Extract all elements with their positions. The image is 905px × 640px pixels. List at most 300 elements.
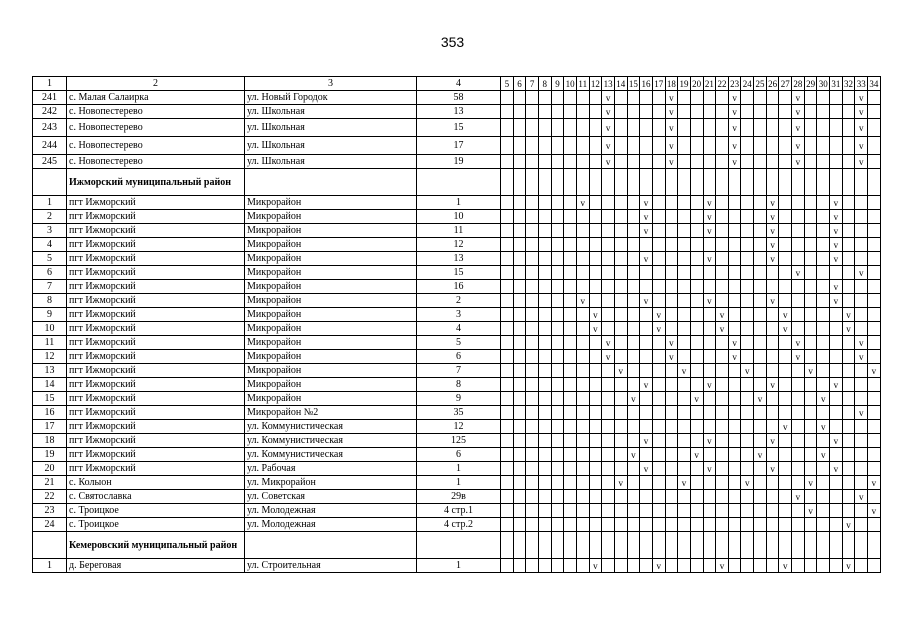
- mark-cell: [614, 518, 627, 532]
- mark-cell: [754, 406, 767, 420]
- check-mark: v: [754, 448, 767, 462]
- mark-cell: [817, 378, 830, 392]
- mark-cell: [538, 210, 551, 224]
- mark-cell: [804, 119, 817, 137]
- mark-cell: [855, 448, 868, 462]
- mark-cell: [665, 266, 678, 280]
- row-number-cell: [33, 169, 67, 196]
- mark-cell: [652, 406, 665, 420]
- mark-cell: [614, 169, 627, 196]
- settlement-cell: пгт Ижморский: [67, 462, 245, 476]
- mark-cell: [513, 105, 526, 119]
- mark-cell: [640, 392, 653, 406]
- mark-cell: [501, 155, 514, 169]
- mark-cell: [576, 406, 589, 420]
- mark-cell: [501, 434, 514, 448]
- mark-cell: [703, 169, 716, 196]
- mark-cell: [576, 105, 589, 119]
- mark-cell: [602, 196, 615, 210]
- mark-cell: [640, 119, 653, 137]
- mark-cell: [766, 105, 779, 119]
- settlement-cell: пгт Ижморский: [67, 448, 245, 462]
- mark-cell: [678, 210, 691, 224]
- mark-cell: [716, 406, 729, 420]
- settlement-cell: пгт Ижморский: [67, 378, 245, 392]
- check-mark: v: [855, 119, 868, 137]
- row-number-cell: 245: [33, 155, 67, 169]
- mark-cell: [564, 119, 577, 137]
- settlement-cell: с. Троицкое: [67, 518, 245, 532]
- header-cell-5: 5: [501, 77, 514, 91]
- mark-cell: [576, 532, 589, 559]
- mark-cell: [652, 238, 665, 252]
- mark-cell: [842, 196, 855, 210]
- house-cell: 3: [417, 308, 501, 322]
- mark-cell: [830, 559, 843, 573]
- check-mark: v: [640, 210, 653, 224]
- mark-cell: [576, 434, 589, 448]
- mark-cell: [741, 119, 754, 137]
- mark-cell: [754, 532, 767, 559]
- mark-cell: [614, 196, 627, 210]
- check-mark: v: [842, 322, 855, 336]
- check-mark: v: [766, 252, 779, 266]
- mark-cell: [716, 336, 729, 350]
- mark-cell: [766, 322, 779, 336]
- mark-cell: [576, 559, 589, 573]
- mark-cell: [716, 434, 729, 448]
- header-cell-26: 26: [768, 78, 778, 89]
- house-cell: 17: [417, 137, 501, 155]
- mark-cell: [614, 91, 627, 105]
- house-cell: 13: [417, 105, 501, 119]
- mark-cell: [690, 364, 703, 378]
- row-number-cell: 243: [33, 119, 67, 137]
- mark-cell: [640, 364, 653, 378]
- mark-cell: [779, 210, 792, 224]
- mark-cell: [501, 364, 514, 378]
- row-number-cell: 5: [33, 252, 67, 266]
- mark-cell: [716, 364, 729, 378]
- mark-cell: [627, 155, 640, 169]
- check-mark: v: [855, 105, 868, 119]
- header-cell-2: 2: [67, 77, 245, 91]
- check-mark: v: [678, 476, 691, 490]
- mark-cell: [830, 504, 843, 518]
- settlement-cell: д. Береговая: [67, 559, 245, 573]
- mark-cell: [855, 210, 868, 224]
- mark-cell: [576, 308, 589, 322]
- mark-cell: [830, 137, 843, 155]
- mark-cell: [551, 490, 564, 504]
- check-mark: v: [842, 559, 855, 573]
- mark-cell: [855, 364, 868, 378]
- settlement-cell: пгт Ижморский: [67, 322, 245, 336]
- mark-cell: [754, 462, 767, 476]
- mark-cell: [602, 504, 615, 518]
- mark-cell: [551, 210, 564, 224]
- row-number-cell: 3: [33, 224, 67, 238]
- mark-cell: [665, 322, 678, 336]
- mark-cell: [741, 434, 754, 448]
- row-number-cell: 24: [33, 518, 67, 532]
- mark-cell: [855, 280, 868, 294]
- check-mark: v: [766, 196, 779, 210]
- house-cell: 15: [417, 266, 501, 280]
- table-row: [33, 238, 881, 252]
- mark-cell: [614, 532, 627, 559]
- mark-cell: [804, 518, 817, 532]
- check-mark: v: [690, 392, 703, 406]
- mark-cell: [551, 350, 564, 364]
- mark-cell: [526, 518, 539, 532]
- street-cell: Микрорайон: [245, 210, 417, 224]
- check-mark: v: [652, 322, 665, 336]
- mark-cell: [855, 504, 868, 518]
- mark-cell: [830, 476, 843, 490]
- mark-cell: [501, 196, 514, 210]
- mark-cell: [602, 322, 615, 336]
- mark-cell: [703, 336, 716, 350]
- mark-cell: [501, 336, 514, 350]
- mark-cell: [627, 196, 640, 210]
- row-number-cell: 6: [33, 266, 67, 280]
- mark-cell: [804, 532, 817, 559]
- mark-cell: [627, 420, 640, 434]
- house-cell: 4 стр.1: [417, 504, 501, 518]
- mark-cell: [842, 91, 855, 105]
- mark-cell: [855, 392, 868, 406]
- mark-cell: [627, 406, 640, 420]
- mark-cell: [792, 392, 805, 406]
- mark-cell: [538, 105, 551, 119]
- mark-cell: [602, 518, 615, 532]
- mark-cell: [792, 196, 805, 210]
- street-cell: Микрорайон: [245, 238, 417, 252]
- mark-cell: [614, 322, 627, 336]
- section-title: Кемеровский муниципальный район: [67, 532, 245, 559]
- mark-cell: [741, 336, 754, 350]
- check-mark: v: [830, 462, 843, 476]
- mark-cell: [652, 532, 665, 559]
- mark-cell: [754, 119, 767, 137]
- mark-cell: [627, 308, 640, 322]
- row-number-cell: 1: [33, 559, 67, 573]
- mark-cell: [678, 420, 691, 434]
- mark-cell: [640, 169, 653, 196]
- check-mark: v: [652, 308, 665, 322]
- mark-cell: [678, 406, 691, 420]
- mark-cell: [538, 169, 551, 196]
- mark-cell: [513, 119, 526, 137]
- mark-cell: [576, 350, 589, 364]
- mark-cell: [513, 462, 526, 476]
- mark-cell: [716, 119, 729, 137]
- mark-cell: [640, 448, 653, 462]
- mark-cell: [792, 434, 805, 448]
- mark-cell: [792, 224, 805, 238]
- settlement-cell: пгт Ижморский: [67, 392, 245, 406]
- mark-cell: [766, 518, 779, 532]
- mark-cell: [842, 252, 855, 266]
- check-mark: v: [602, 350, 615, 364]
- mark-cell: [576, 238, 589, 252]
- mark-cell: [690, 406, 703, 420]
- mark-cell: [804, 294, 817, 308]
- mark-cell: [627, 434, 640, 448]
- mark-cell: [766, 448, 779, 462]
- mark-cell: [678, 462, 691, 476]
- settlement-cell: пгт Ижморский: [67, 280, 245, 294]
- street-cell: Микрорайон: [245, 252, 417, 266]
- settlement-cell: с. Новопестерево: [67, 105, 245, 119]
- mark-cell: [842, 224, 855, 238]
- check-mark: v: [766, 434, 779, 448]
- mark-cell: [564, 406, 577, 420]
- mark-cell: [868, 434, 881, 448]
- house-cell: 35: [417, 406, 501, 420]
- mark-cell: [513, 518, 526, 532]
- mark-cell: [640, 280, 653, 294]
- mark-cell: [804, 238, 817, 252]
- mark-cell: [741, 252, 754, 266]
- house-cell: 6: [417, 448, 501, 462]
- mark-cell: [513, 294, 526, 308]
- mark-cell: [665, 462, 678, 476]
- mark-cell: [690, 476, 703, 490]
- mark-cell: [526, 238, 539, 252]
- check-mark: v: [716, 559, 729, 573]
- mark-cell: [703, 559, 716, 573]
- mark-cell: [501, 224, 514, 238]
- check-mark: v: [665, 91, 678, 105]
- check-mark: v: [766, 378, 779, 392]
- mark-cell: [868, 252, 881, 266]
- check-mark: v: [855, 266, 868, 280]
- mark-cell: [551, 266, 564, 280]
- mark-cell: [551, 364, 564, 378]
- mark-cell: [830, 406, 843, 420]
- mark-cell: [754, 196, 767, 210]
- check-mark: v: [703, 224, 716, 238]
- mark-cell: [538, 137, 551, 155]
- mark-cell: [741, 350, 754, 364]
- mark-cell: [703, 448, 716, 462]
- mark-cell: [501, 252, 514, 266]
- mark-cell: [538, 476, 551, 490]
- mark-cell: [728, 462, 741, 476]
- mark-cell: [703, 420, 716, 434]
- mark-cell: [602, 294, 615, 308]
- mark-cell: [551, 336, 564, 350]
- mark-cell: [741, 238, 754, 252]
- street-cell: ул. Коммунистическая: [245, 448, 417, 462]
- row-number-cell: 14: [33, 378, 67, 392]
- mark-cell: [766, 364, 779, 378]
- mark-cell: [526, 91, 539, 105]
- mark-cell: [817, 322, 830, 336]
- row-number-cell: 244: [33, 137, 67, 155]
- mark-cell: [830, 91, 843, 105]
- mark-cell: [538, 224, 551, 238]
- mark-cell: [576, 210, 589, 224]
- mark-cell: [842, 119, 855, 137]
- mark-cell: [690, 559, 703, 573]
- mark-cell: [817, 406, 830, 420]
- house-cell: 12: [417, 238, 501, 252]
- mark-cell: [728, 210, 741, 224]
- row-number-cell: 19: [33, 448, 67, 462]
- settlement-cell: пгт Ижморский: [67, 196, 245, 210]
- mark-cell: [614, 294, 627, 308]
- mark-cell: [538, 406, 551, 420]
- mark-cell: [842, 169, 855, 196]
- mark-cell: [589, 294, 602, 308]
- mark-cell: [538, 266, 551, 280]
- street-cell: ул. Коммунистическая: [245, 434, 417, 448]
- mark-cell: [728, 420, 741, 434]
- check-mark: v: [855, 406, 868, 420]
- mark-cell: [741, 406, 754, 420]
- mark-cell: [754, 559, 767, 573]
- mark-cell: [627, 378, 640, 392]
- mark-cell: [513, 350, 526, 364]
- mark-cell: [501, 378, 514, 392]
- row-number-cell: 20: [33, 462, 67, 476]
- check-mark: v: [703, 378, 716, 392]
- street-cell: ул. Коммунистическая: [245, 420, 417, 434]
- mark-cell: [868, 196, 881, 210]
- mark-cell: [627, 252, 640, 266]
- mark-cell: [640, 105, 653, 119]
- mark-cell: [551, 392, 564, 406]
- mark-cell: [830, 392, 843, 406]
- check-mark: v: [728, 336, 741, 350]
- mark-cell: [766, 91, 779, 105]
- check-mark: v: [830, 252, 843, 266]
- table-row: [33, 448, 881, 462]
- mark-cell: [652, 420, 665, 434]
- check-mark: v: [589, 322, 602, 336]
- header-cell-30: 30: [818, 78, 828, 89]
- mark-cell: [703, 238, 716, 252]
- check-mark: v: [665, 350, 678, 364]
- mark-cell: [576, 91, 589, 105]
- mark-cell: [741, 462, 754, 476]
- mark-cell: [792, 169, 805, 196]
- table-row: [33, 224, 881, 238]
- mark-cell: [513, 280, 526, 294]
- mark-cell: [716, 252, 729, 266]
- mark-cell: [564, 364, 577, 378]
- mark-cell: [703, 476, 716, 490]
- check-mark: v: [855, 155, 868, 169]
- mark-cell: [817, 238, 830, 252]
- mark-cell: [703, 105, 716, 119]
- mark-cell: [551, 406, 564, 420]
- mark-cell: [501, 169, 514, 196]
- mark-cell: [614, 350, 627, 364]
- mark-cell: [665, 518, 678, 532]
- mark-cell: [779, 392, 792, 406]
- mark-cell: [690, 169, 703, 196]
- header-cell-12: 12: [590, 78, 600, 89]
- mark-cell: [589, 490, 602, 504]
- mark-cell: [526, 266, 539, 280]
- mark-cell: [614, 105, 627, 119]
- street-cell: ул. Школьная: [245, 137, 417, 155]
- mark-cell: [817, 532, 830, 559]
- mark-cell: [830, 322, 843, 336]
- mark-cell: [526, 119, 539, 137]
- header-cell-34: 34: [869, 78, 879, 89]
- mark-cell: [792, 448, 805, 462]
- mark-cell: [678, 392, 691, 406]
- mark-cell: [868, 490, 881, 504]
- mark-cell: [564, 308, 577, 322]
- check-mark: v: [602, 137, 615, 155]
- schedule-table: [32, 76, 881, 573]
- mark-cell: [564, 169, 577, 196]
- mark-cell: [741, 155, 754, 169]
- mark-cell: [678, 137, 691, 155]
- mark-cell: [589, 336, 602, 350]
- mark-cell: [842, 280, 855, 294]
- street-cell: Микрорайон: [245, 322, 417, 336]
- mark-cell: [538, 518, 551, 532]
- mark-cell: [589, 504, 602, 518]
- mark-cell: [754, 224, 767, 238]
- house-cell: 13: [417, 252, 501, 266]
- table-row: [33, 266, 881, 280]
- row-number-cell: 13: [33, 364, 67, 378]
- mark-cell: [640, 350, 653, 364]
- settlement-cell: пгт Ижморский: [67, 238, 245, 252]
- check-mark: v: [602, 91, 615, 105]
- table-row: [33, 350, 881, 364]
- check-mark: v: [830, 378, 843, 392]
- mark-cell: [728, 504, 741, 518]
- mark-cell: [817, 210, 830, 224]
- check-mark: v: [830, 196, 843, 210]
- mark-cell: [564, 559, 577, 573]
- check-mark: v: [716, 322, 729, 336]
- mark-cell: [766, 280, 779, 294]
- mark-cell: [526, 420, 539, 434]
- house-cell: 7: [417, 364, 501, 378]
- mark-cell: [564, 462, 577, 476]
- mark-cell: [513, 434, 526, 448]
- header-cell-20: 20: [692, 78, 702, 89]
- check-mark: v: [728, 105, 741, 119]
- mark-cell: [741, 137, 754, 155]
- mark-cell: [551, 137, 564, 155]
- mark-cell: [678, 280, 691, 294]
- header-cell-1: 1: [33, 77, 67, 91]
- mark-cell: [501, 392, 514, 406]
- mark-cell: [513, 420, 526, 434]
- page-number: 353: [440, 34, 465, 50]
- mark-cell: [868, 119, 881, 137]
- mark-cell: [652, 364, 665, 378]
- street-cell: ул. Молодежная: [245, 518, 417, 532]
- check-mark: v: [703, 196, 716, 210]
- mark-cell: [728, 378, 741, 392]
- mark-cell: [501, 294, 514, 308]
- house-cell: 10: [417, 210, 501, 224]
- check-mark: v: [842, 308, 855, 322]
- house-cell: 2: [417, 294, 501, 308]
